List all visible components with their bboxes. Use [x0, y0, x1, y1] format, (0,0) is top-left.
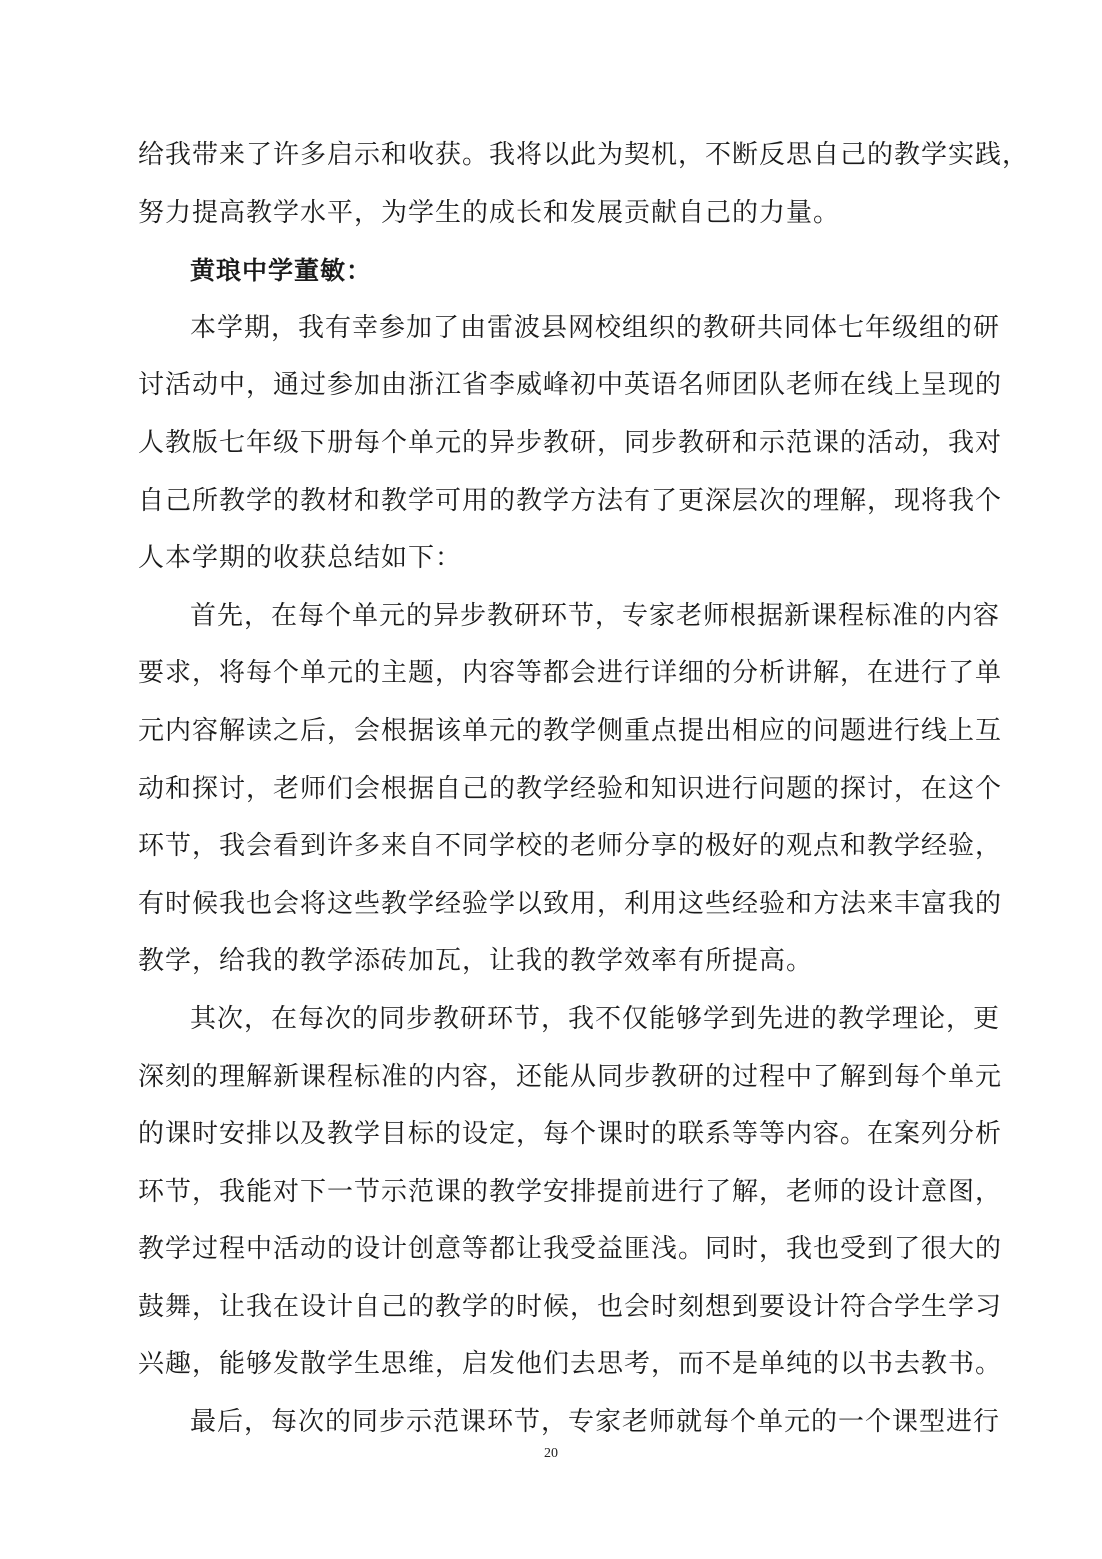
- text-line: 其次，在每次的同步教研环节，我不仅能够学到先进的教学理论，更: [190, 1003, 1001, 1034]
- text-line: 要求，将每个单元的主题，内容等都会进行详细的分析讲解，在进行了单: [138, 658, 1003, 689]
- text-line: 努力提高教学水平，为学生的成长和发展贡献自己的力量。: [138, 197, 841, 228]
- text-line: 最后，每次的同步示范课环节，专家老师就每个单元的一个课型进行: [190, 1407, 1001, 1438]
- section-heading: 黄琅中学董敏：: [190, 256, 373, 286]
- text-line: 环节，我会看到许多来自不同学校的老师分享的极好的观点和教学经验，: [138, 831, 1003, 862]
- text-line: 自己所教学的教材和教学可用的教学方法有了更深层次的理解，现将我个: [138, 485, 1003, 516]
- document-body: [138, 127, 1030, 1452]
- text-line: 动和探讨，老师们会根据自己的教学经验和知识进行问题的探讨，在这个: [138, 773, 1003, 804]
- text-line: 环节，我能对下一节示范课的教学安排提前进行了解，老师的设计意图，: [138, 1176, 1003, 1207]
- text-line: 讨活动中，通过参加由浙江省李威峰初中英语名师团队老师在线上呈现的: [138, 370, 1003, 401]
- text-line: 元内容解读之后，会根据该单元的教学侧重点提出相应的问题进行线上互: [138, 715, 1003, 746]
- text-line: 兴趣，能够发散学生思维，启发他们去思考，而不是单纯的以书去教书。: [138, 1349, 1003, 1380]
- text-line: 人教版七年级下册每个单元的异步教研，同步教研和示范课的活动，我对: [138, 427, 1003, 458]
- text-line: 教学，给我的教学添砖加瓦，让我的教学效率有所提高。: [138, 946, 814, 977]
- text-line: 人本学期的收获总结如下：: [138, 543, 463, 574]
- text-line: 深刻的理解新课程标准的内容，还能从同步教研的过程中了解到每个单元: [138, 1061, 1003, 1092]
- text-line: 有时候我也会将这些教学经验学以致用，利用这些经验和方法来丰富我的: [138, 888, 1003, 919]
- text-line: 首先，在每个单元的异步教研环节，专家老师根据新课程标准的内容: [190, 600, 1001, 631]
- page-number: 20: [544, 1446, 558, 1461]
- text-line: 给我带来了许多启示和收获。我将以此为契机，不断反思自己的教学实践，: [138, 140, 1030, 170]
- text-line: 本学期，我有幸参加了由雷波县网校组织的教研共同体七年级组的研: [190, 312, 1001, 343]
- text-line: 教学过程中活动的设计创意等都让我受益匪浅。同时，我也受到了很大的: [138, 1234, 1003, 1265]
- text-line: 鼓舞，让我在设计自己的教学的时候，也会时刻想到要设计符合学生学习: [138, 1291, 1003, 1322]
- text-line: 的课时安排以及教学目标的设定，每个课时的联系等等内容。在案列分析: [138, 1119, 1003, 1150]
